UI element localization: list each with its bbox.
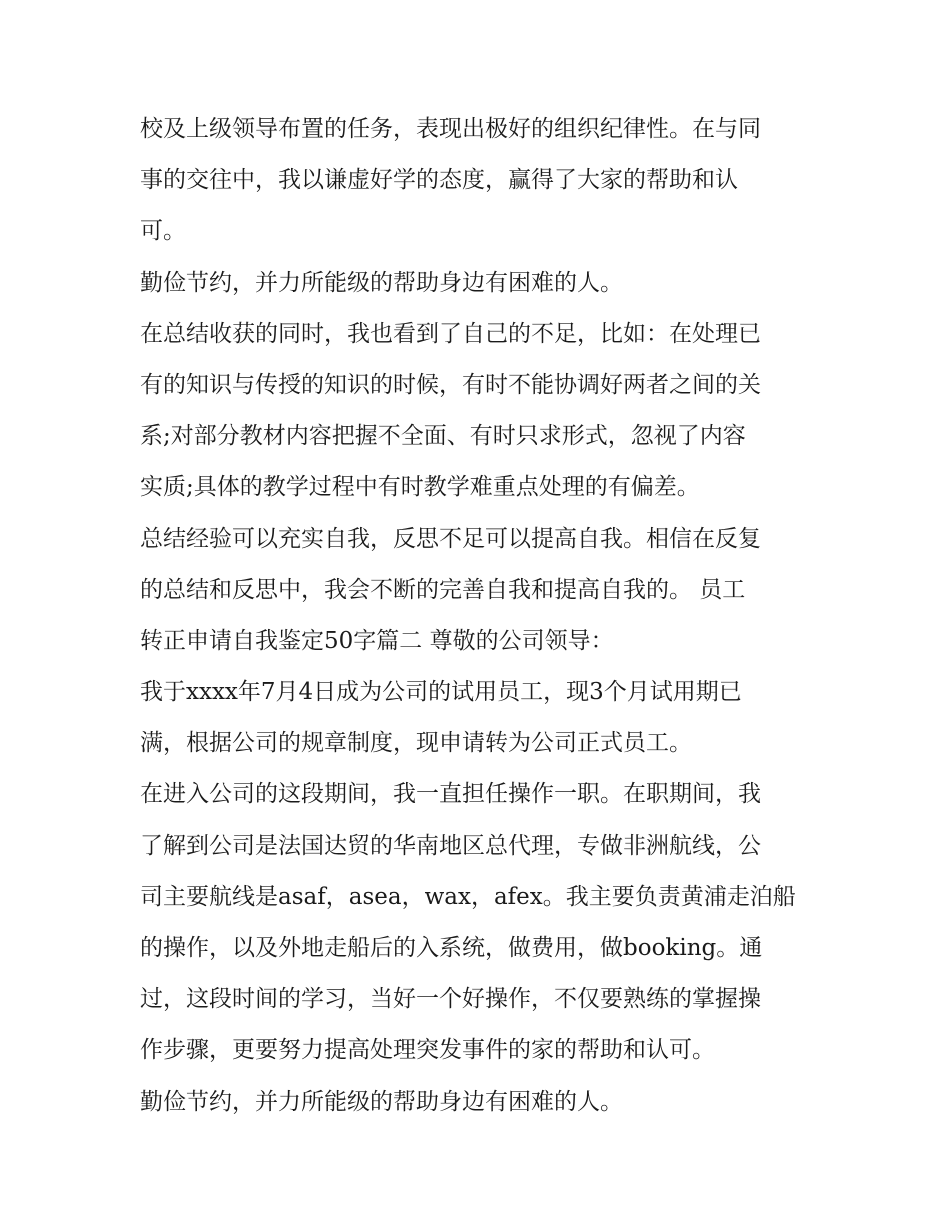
text-line: 系;对部分教材内容把握不全面、有时只求形式，忽视了内容 <box>140 423 746 450</box>
text-line: 可。 <box>140 218 186 245</box>
text-line: 满，根据公司的规章制度，现申请转为公司正式员工。 <box>140 730 692 757</box>
paragraph-7 <box>140 1077 820 1128</box>
text-line: 校及上级领导布置的任务，表现出极好的组织纪律性。在与同 <box>140 116 761 142</box>
text-line: 在总结收获的同时，我也看到了自己的不足，比如：在处理已 <box>140 320 761 347</box>
text-line: 司主要航线是asaf，asea，wax，afex。我主要负责黄浦走泊船 <box>140 883 796 910</box>
paragraph-3 <box>140 309 820 514</box>
text-line: 在进入公司的这段期间，我一直担任操作一职。在职期间，我 <box>140 781 761 808</box>
text-line: 我于xxxx年7月4日成为公司的试用员工，现3个月试用期已 <box>140 679 742 706</box>
text-line: 总结经验可以充实自我，反思不足可以提高自我。相信在反复 <box>140 525 761 552</box>
paragraph-5 <box>140 667 820 769</box>
text-line: 作步骤，更要努力提高处理突发事件的家的帮助和认可。 <box>140 1037 715 1064</box>
paragraph-4 <box>140 514 820 668</box>
paragraph-6 <box>140 769 820 1076</box>
text-line: 转正申请自我鉴定50字篇二 尊敬的公司领导： <box>140 627 614 654</box>
paragraph-1 <box>140 104 820 258</box>
text-line: 了解到公司是法国达贸的华南地区总代理，专做非洲航线，公 <box>140 832 761 859</box>
text-line: 有的知识与传授的知识的时候，有时不能协调好两者之间的关 <box>140 371 761 398</box>
text-line: 实质;具体的教学过程中有时教学难重点处理的有偏差。 <box>140 474 700 501</box>
document-body <box>140 104 820 1128</box>
text-line: 的操作，以及外地走船后的入系统，做费用，做booking。通 <box>140 935 763 961</box>
text-line: 事的交往中，我以谦虚好学的态度，赢得了大家的帮助和认 <box>140 167 738 194</box>
text-line: 勤俭节约，并力所能级的帮助身边有困难的人。 <box>140 1088 623 1115</box>
text-line: 过，这段时间的学习，当好一个好操作，不仅要熟练的掌握操 <box>140 986 761 1013</box>
paragraph-2 <box>140 258 820 309</box>
text-line: 的总结和反思中，我会不断的完善自我和提高自我的。 员工 <box>140 576 746 603</box>
text-line: 勤俭节约，并力所能级的帮助身边有困难的人。 <box>140 269 623 296</box>
